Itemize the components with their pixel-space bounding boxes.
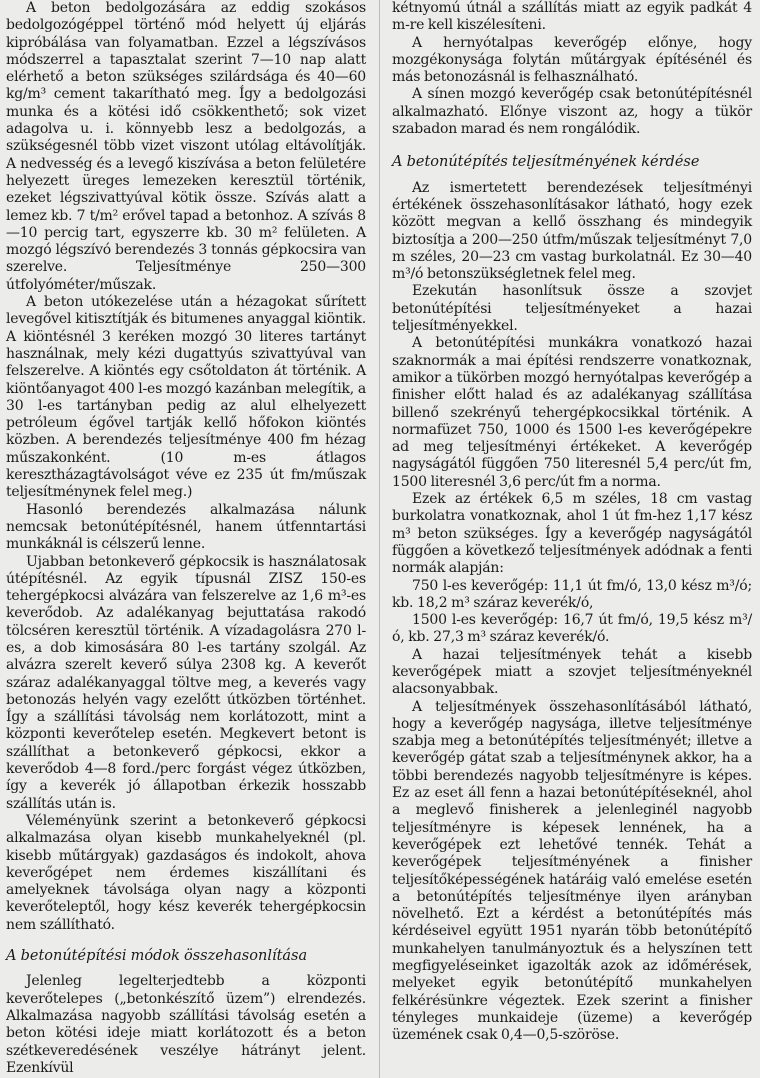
paragraph-similar-equipment: Hasonló berendezés alkalmazása nálunk nemcsak betonútépítésnél, hanem útfenntartási munkáknál is célszerű lenne. (6, 501, 366, 553)
paragraph-conclusion: A teljesítmények összehasonlításából látható, hogy a keverőgép nagysága, illetve teljesítménye szabja meg a betonútépítés teljesítményét; illetve a keverőgép gátat szab a teljesítménynek akkor, ha a többi berendezés nagyobb teljesítményre is képes. Ez az eset áll fenn a hazai betonútépítéseknél, ahol a meglevő finisherek a jelenleginél nagyobb teljesítményre is képesek lennének, ha a keverőgépek ezt lehetővé tennék. Tehát a keverőgépek teljesítményének a finisher teljesítőképességének határáig való emelése esetén a betonútépítés teljesítménye ilyen arányban növelhető. Ezt a kérdést a betonútépítés más kérdéseivel együtt 1951 nyarán több betonútépítő munkahelyen tanulmányoztuk és a helyszínen tett megfigyeléseinket igazolták azok az időmérések, melyeket egyik betonútépítő munkahelyen felkérésünkre végeztek. Ezek szerint a finisher tényleges munkaideje (üzeme) a keverőgép üzemének csak 0,4—0,5-szöröse. (392, 698, 752, 1044)
paragraph-mixer-750: 750 l-es keverőgép: 11,1 út fm/ó, 13,0 kész m³/ó; kb. 18,2 m³ száraz keverék/ó, (392, 577, 752, 611)
paragraph-central-plant: Jelenleg legelterjedtebb a központi keverőtelepes („betonkészítő üzem”) elrendezés. Alkalmazása nagyobb szállítási távolság esetén a beton kötési ideje miatt korlátozott és a beton szétkeveredésének veszélye hátrányt jelent. Ezenkívül (6, 973, 366, 1076)
column-divider (379, 0, 380, 1078)
paragraph-continuation: kétnyomú útnál a szállítás miatt az egyik padkát 4 m-re kell kiszélesíteni. (392, 0, 752, 34)
section-heading-performance: A betonútépítés teljesítményének kérdése (392, 154, 700, 171)
paragraph-mixer-1500: 1500 l-es keverőgép: 16,7 út fm/ó, 19,5 kész m³/ó, kb. 27,3 m³ száraz keverék/ó. (392, 612, 752, 646)
left-column (6, 0, 366, 1077)
paragraph-suction-method: A beton bedolgozására az eddig szokásos bedolgozógéppel történő mód helyett új eljárás kipróbálása van folyamatban. Ezzel a légszívásos módszerrel a tapasztalat szerint 7—10 nap alatt elérhető a beton szükséges szilárdsága és 40—60 kg/m³ cement takarítható meg. Így a bedolgozási munka és a kötési idő csökkenthető; sok vizet adagolva u. i. könnyebb lesz a bedolgozás, a szükségesnél több vizet viszont utólag eltávolítják. A nedvesség és a levegő kiszívása a beton felületére helyezett üreges lemezeken keresztül történik, ezeket légszivattyúval kötik össze. Szívás alatt a lemez kb. 7 t/m² erővel tapad a betonhoz. A szívás 8—10 percig tart, egyszerre kb. 30 m² felületen. A mozgó légszívó berendezés 3 tonnás gépkocsira van szerelve. Teljesítménye 250—300 útfolyóméter/műszak. (6, 0, 366, 293)
right-column (392, 0, 752, 1045)
section-heading-methods: A betonútépítési módok összehasonlítása (6, 948, 308, 965)
paragraph-norm-values: Ezek az értékek 6,5 m széles, 18 cm vastag burkolatra vonatkoznak, ahol 1 út fm-hez 1,17 kész m³ beton szükséges. Így a keverőgép nagyságától függően a következő teljesítmények adódnak a fenti normák alapján: (392, 491, 752, 577)
paragraph-mixer-trucks: Ujabban betonkeverő gépkocsik is használatosak útépítésnél. Az egyik típusnál ZISZ 150-es tehergépkocsi alvázára van felszerelve az 1,6 m³-es keverődob. Az adalékanyag bejuttatása rakodó tölcséren keresztül történik. A vízadagolásra 270 l-es, a dob kimosására 80 l-es tartány szolgál. Az alvázra szerelt keverő súlya 2308 kg. A keverőt száraz adalékanyaggal töltve meg, a keverés vagy betonozás helyén vagy ezelőtt útközben történhet. Így a szállítási távolság nem korlátozott, mint a központi keverőtelep esetén. Megkevert betont is szállíthat a betonkeverő gépkocsi, ekkor a keverődob 4—8 ford./perc forgást végez útközben, így a keverék jó állapotban érkezik hosszabb szállítás után is. (6, 553, 366, 812)
paragraph-performance-comparison: Az ismertetett berendezések teljesítményi értékének összehasonlításakor látható, hogy ezek között megvan a kellő összhang és mindegyik biztosítja a 200—250 útfm/műszak teljesítményt 7,0 m széles, 20—23 cm vastag burkolatnál. Ez 30—40 m³/ó betonszükségletnek felel meg. (392, 179, 752, 283)
paragraph-joint-filling: A beton utókezelése után a hézagokat sűrített levegővel kitisztítják és bitumenes anyaggal kiöntik. A kiöntésnél 3 keréken mozgó 30 literes tartányt használnak, mely kézi dugattyús szivattyúval van felszerelve. A kiöntés egy csőtoldaton át történik. A kiöntőanyagot 400 l-es mozgó kazánban melegítik, a 30 l-es tartányban pedig az alul elhelyezett petróleum égővel tartják kellő hőfokon kiöntés közben. A berendezés teljesítménye 400 fm hézag műszakonként. (10 m-es átlagos keresztházagtávolságot véve ez 235 út fm/műszak teljesítménynek felel meg.) (6, 294, 366, 501)
paragraph-rail-mixer: A sínen mozgó keverőgép csak betonútépítésnél alkalmazható. Előnye viszont az, hogy a tükör szabadon marad és nem rongálódik. (392, 86, 752, 138)
paragraph-domestic-norms: A betonútépítési munkákra vonatkozó hazai szaknormák a mai építési rendszerre vonatkoznak, amikor a tükörben mozgó hernyótalpas keverőgép a finisher előtt halad és az adalékanyag szállítása billenő szekrényű tehergépkocsikkal történik. A normafüzet 750, 1000 és 1500 l-es keverőgépekre ad meg teljesítményi értékeket. A keverőgép nagyságától függően 750 literesnél 5,4 perc/út fm, 1500 literesnél 3,6 perc/út fm a norma. (392, 335, 752, 490)
paragraph-soviet-comparison: Ezekután hasonlítsuk össze a szovjet betonútépítési teljesítményeket a hazai teljesítményekkel. (392, 283, 752, 335)
paragraph-domestic-lower: A hazai teljesítmények tehát a kisebb keverőgépek miatt a szovjet teljesítményeknél alacsonyabbak. (392, 646, 752, 698)
paragraph-crawler-mixer: A hernyótalpas keverőgép előnye, hogy mozgékonysága folytán műtárgyak építésénél és más betonozásnál is felhasználható. (392, 34, 752, 86)
paragraph-opinion: Véleményünk szerint a betonkeverő gépkocsi alkalmazása olyan kisebb munkahelyeknél (pl. kisebb műtárgyak) gazdaságos és indokolt, ahova keverőgépet nem érdemes kiszállítani és amelyeknek távolsága olyan nagy a központi keverőteleptől, hogy kész keverék tehergépkocsin nem szállítható. (6, 812, 366, 933)
